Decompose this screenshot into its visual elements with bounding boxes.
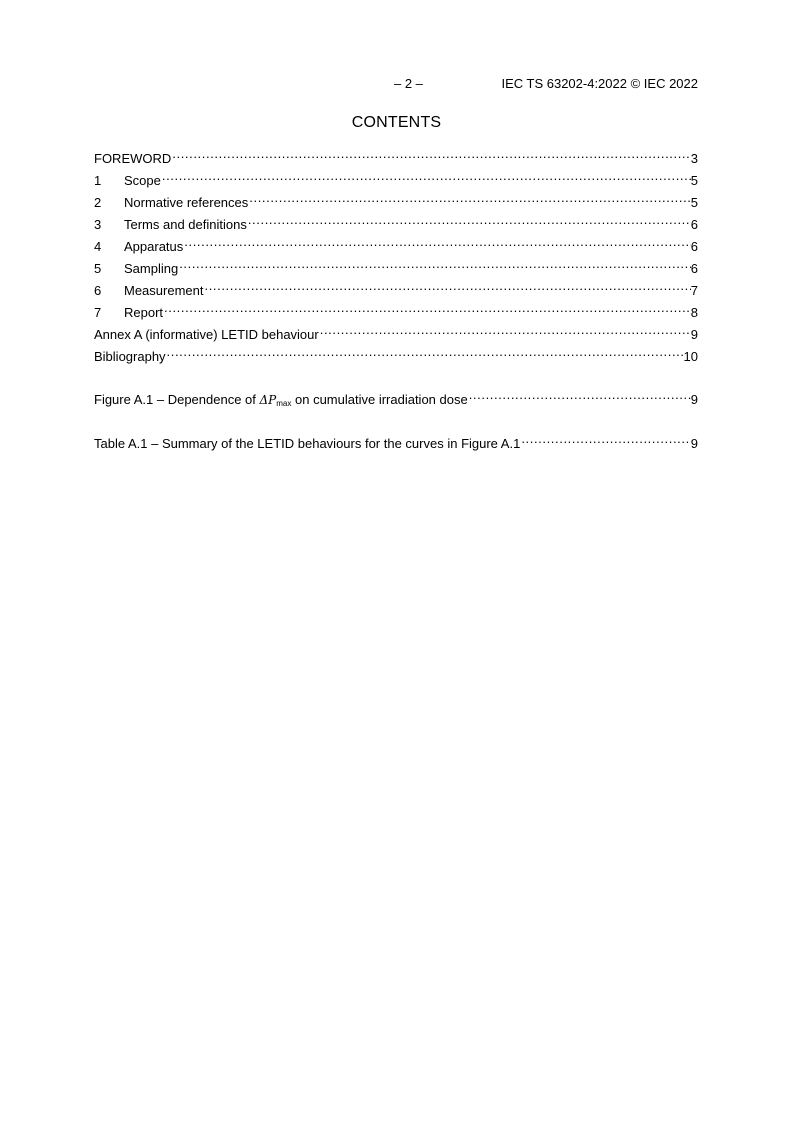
dot-leader xyxy=(183,233,691,251)
dot-leader xyxy=(520,430,690,448)
toc-entry-scope[interactable] xyxy=(94,167,698,188)
toc-entry-page: 6 xyxy=(690,239,698,254)
toc-entry-annex-a[interactable] xyxy=(94,321,698,342)
toc-entry-apparatus[interactable] xyxy=(94,233,698,254)
page-number: – 2 – xyxy=(394,76,423,91)
dot-leader xyxy=(171,145,690,163)
toc-entry-title: Measurement xyxy=(124,283,204,298)
table-title: Table A.1 – Summary of the LETID behaviours for the curves in Figure A.1 xyxy=(94,436,521,451)
toc-entry-report[interactable] xyxy=(94,299,698,320)
dot-leader xyxy=(166,343,684,361)
toc-entry-page: 8 xyxy=(690,305,698,320)
toc-entry-number: 1 xyxy=(94,173,102,188)
toc-entry-title: FOREWORD xyxy=(94,151,172,166)
dot-leader xyxy=(319,321,691,339)
toc-entry-number: 5 xyxy=(94,261,102,276)
toc-entry-number: 2 xyxy=(94,195,102,210)
toc-entry-page: 9 xyxy=(690,327,698,342)
toc-entry-page: 5 xyxy=(690,195,698,210)
figure-title-suffix: on cumulative irradiation dose xyxy=(291,392,468,407)
figure-title xyxy=(94,391,468,413)
toc-entry-foreword[interactable] xyxy=(94,145,698,166)
toc-entry-bibliography[interactable] xyxy=(94,343,698,364)
toc-entry-number: 7 xyxy=(94,305,102,320)
document-id: IEC TS 63202-4:2022 © IEC 2022 xyxy=(501,76,698,91)
toc-entry-title: Annex A (informative) LETID behaviour xyxy=(94,327,319,342)
figure-title-prefix: Figure A.1 – Dependence of xyxy=(94,392,260,407)
toc-entry-title: Normative references xyxy=(124,195,249,210)
toc-entry-measurement[interactable] xyxy=(94,277,698,298)
toc-entry-title: Bibliography xyxy=(94,349,166,364)
toc-entry-page: 6 xyxy=(690,261,698,276)
dot-leader xyxy=(161,167,691,185)
toc-entry-title: Terms and definitions xyxy=(124,217,247,232)
toc-entry-page: 9 xyxy=(690,392,698,407)
toc-entry-page: 3 xyxy=(690,151,698,166)
delta-p-symbol: ΔP xyxy=(259,393,277,407)
toc-entry-title: Sampling xyxy=(124,261,179,276)
toc-entry-number: 4 xyxy=(94,239,102,254)
page-header xyxy=(94,75,698,93)
dot-leader xyxy=(468,386,691,404)
toc-entry-page: 10 xyxy=(683,349,698,364)
dot-leader xyxy=(178,255,691,273)
toc-entry-figure-a1[interactable] xyxy=(94,386,698,408)
toc-entry-number: 3 xyxy=(94,217,102,232)
toc-entry-table-a1[interactable] xyxy=(94,430,698,451)
toc-entry-number: 6 xyxy=(94,283,102,298)
toc-entry-page: 5 xyxy=(690,173,698,188)
dot-leader xyxy=(248,189,690,207)
toc-entry-page: 7 xyxy=(690,283,698,298)
toc-entry-title: Report xyxy=(124,305,164,320)
subscript-max: max xyxy=(276,399,292,408)
toc-entry-page: 6 xyxy=(690,217,698,232)
toc-entry-sampling[interactable] xyxy=(94,255,698,276)
toc-entry-normative-references[interactable] xyxy=(94,189,698,210)
toc-entry-terms-and-definitions[interactable] xyxy=(94,211,698,232)
toc-entry-title: Scope xyxy=(124,173,161,188)
toc-entry-page: 9 xyxy=(690,436,698,451)
dot-leader xyxy=(247,211,691,229)
dot-leader xyxy=(203,277,690,295)
toc-entry-title: Apparatus xyxy=(124,239,184,254)
page-title: CONTENTS xyxy=(351,114,442,131)
dot-leader xyxy=(163,299,691,317)
